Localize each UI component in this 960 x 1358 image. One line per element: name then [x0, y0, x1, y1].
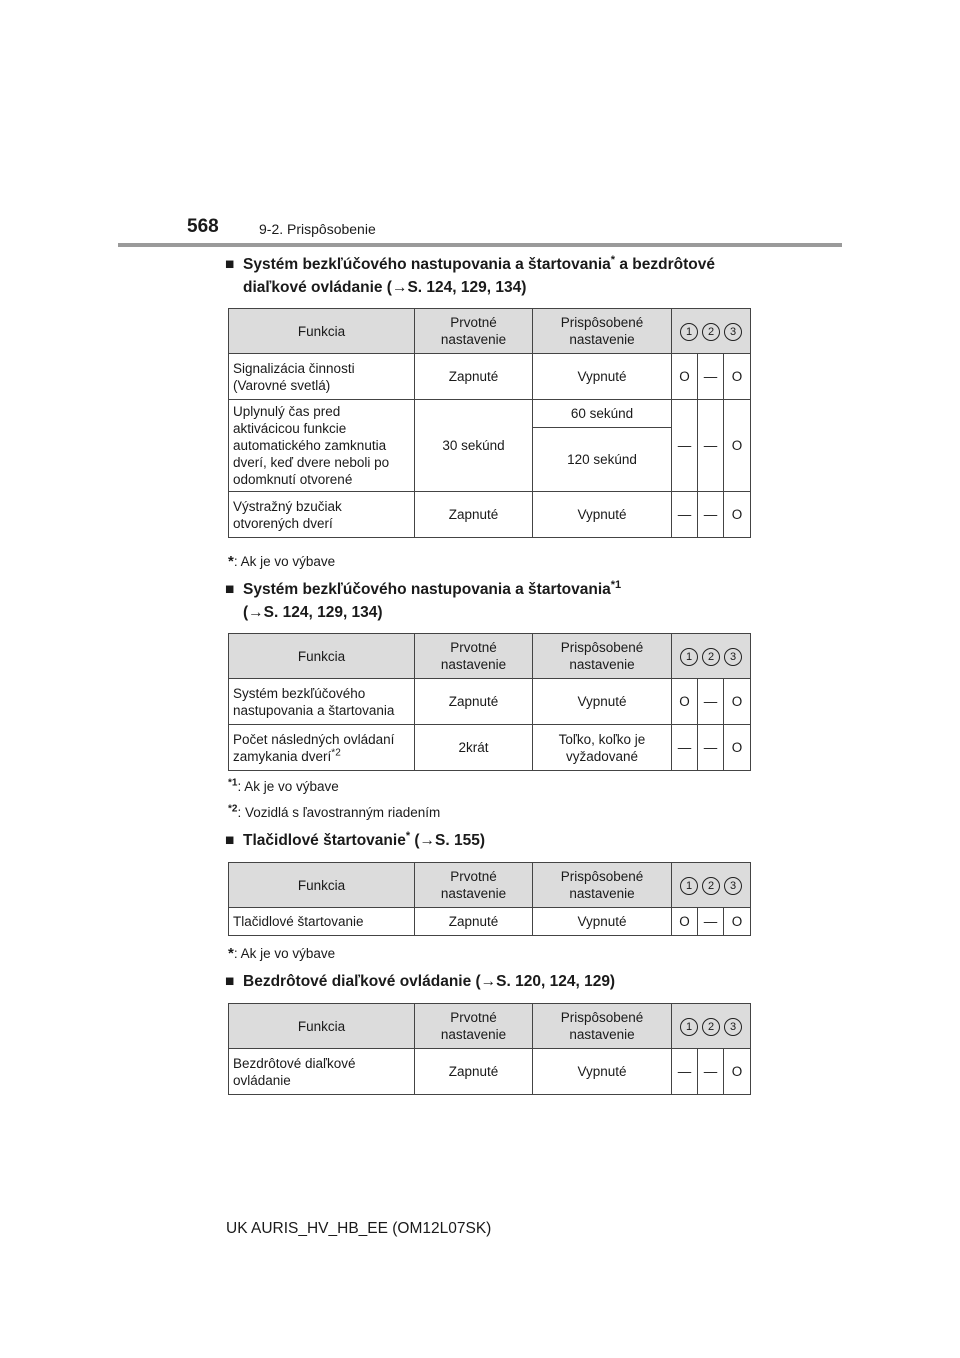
table-row: Počet následných ovládaní zamykania dverí$^{*2}$ 2krát Toľko, koľko je vyžadované — — O: [229, 725, 751, 771]
footnote: *: Ak je vo výbave: [228, 945, 336, 962]
section-heading-1: ■ Systém bezkľúčového nastupovania a štartovania* a bezdrôtové diaľkové ovládanie (→S. 124, 129, 134): [225, 253, 715, 296]
circle-3-icon: 3: [724, 877, 742, 895]
circle-3-icon: 3: [724, 648, 742, 666]
circle-1-icon: 1: [680, 1018, 698, 1036]
section-label: 9-2. Prispôsobenie: [259, 221, 376, 237]
circle-2-icon: 2: [702, 1018, 720, 1036]
circle-2-icon: 2: [702, 877, 720, 895]
section-heading-2: ■ Systém bezkľúčového nastupovania a štartovania$^{*1}$ (→S. 124, 129, 134): [225, 578, 622, 621]
col-prvotne: Prvotné nastavenie: [415, 863, 533, 908]
col-prvotne: Prvotné nastavenie: [415, 634, 533, 679]
circle-2-icon: 2: [702, 323, 720, 341]
col-funkcia: Funkcia: [229, 309, 415, 354]
col-funkcia: Funkcia: [229, 1004, 415, 1049]
col-circles: [672, 863, 751, 908]
col-prisposobene: Prispôsobené nastavenie: [533, 309, 672, 354]
col-prisposobene: Prispôsobené nastavenie: [533, 1004, 672, 1049]
table-header-row: [229, 1004, 751, 1049]
table-header-row: [229, 634, 751, 679]
circle-1-icon: 1: [680, 648, 698, 666]
document-code: UK AURIS_HV_HB_EE (OM12L07SK): [226, 1220, 492, 1237]
col-funkcia: Funkcia: [229, 863, 415, 908]
page-number: 568: [187, 216, 219, 237]
col-prvotne: Prvotné nastavenie: [415, 309, 533, 354]
square-bullet-icon: ■: [225, 256, 235, 273]
table-row: Systém bezkľúčového nastupovania a štartovania Zapnuté Vypnuté O — O: [229, 679, 751, 725]
col-prisposobene: Prispôsobené nastavenie: [533, 863, 672, 908]
section-heading-3: ■ Tlačidlové štartovanie* (→S. 155): [225, 829, 485, 852]
circle-3-icon: 3: [724, 323, 742, 341]
circle-2-icon: 2: [702, 648, 720, 666]
col-circles: [672, 1004, 751, 1049]
circle-1-icon: 1: [680, 877, 698, 895]
settings-table-4: [228, 1003, 751, 1095]
col-circles: [672, 634, 751, 679]
square-bullet-icon: ■: [225, 973, 235, 990]
settings-table-3: [228, 862, 751, 936]
table-row: Signalizácia činnosti (Varovné svetlá) Zapnuté Vypnuté O — O: [229, 354, 751, 400]
table-header-row: [229, 309, 751, 354]
table-row: Výstražný bzučiak otvorených dverí Zapnuté Vypnuté — — O: [229, 492, 751, 538]
square-bullet-icon: ■: [225, 581, 235, 598]
table-row: Bezdrôtové diaľkové ovládanie Zapnuté Vypnuté — — O: [229, 1049, 751, 1095]
footnote: *: Ak je vo výbave: [228, 553, 336, 570]
table-row: Tlačidlové štartovanie Zapnuté Vypnuté O — O: [229, 908, 751, 936]
settings-table-1: [228, 308, 751, 538]
square-bullet-icon: ■: [225, 832, 235, 849]
table-header-row: [229, 863, 751, 908]
col-prvotne: Prvotné nastavenie: [415, 1004, 533, 1049]
col-circles: [672, 309, 751, 354]
section-heading-4: ■ Bezdrôtové diaľkové ovládanie (→S. 120, 124, 129): [225, 970, 615, 993]
table-row: 120 sekúnd: [229, 428, 751, 492]
col-funkcia: Funkcia: [229, 634, 415, 679]
header-rule: [118, 243, 842, 247]
table-row: Uplynulý čas pred aktivácicou funkcie automatického zamknutia dverí, keď dvere neboli po odomknutí otvorené 30 sekúnd 60 sekúnd — — O: [229, 400, 751, 428]
footnote: $^{*2}$: Vozidlá s ľavostranným riadením: [228, 803, 441, 820]
circle-3-icon: 3: [724, 1018, 742, 1036]
settings-table-2: [228, 633, 751, 771]
circle-1-icon: 1: [680, 323, 698, 341]
col-prisposobene: Prispôsobené nastavenie: [533, 634, 672, 679]
footnote: $^{*1}$: Ak je vo výbave: [228, 777, 339, 794]
